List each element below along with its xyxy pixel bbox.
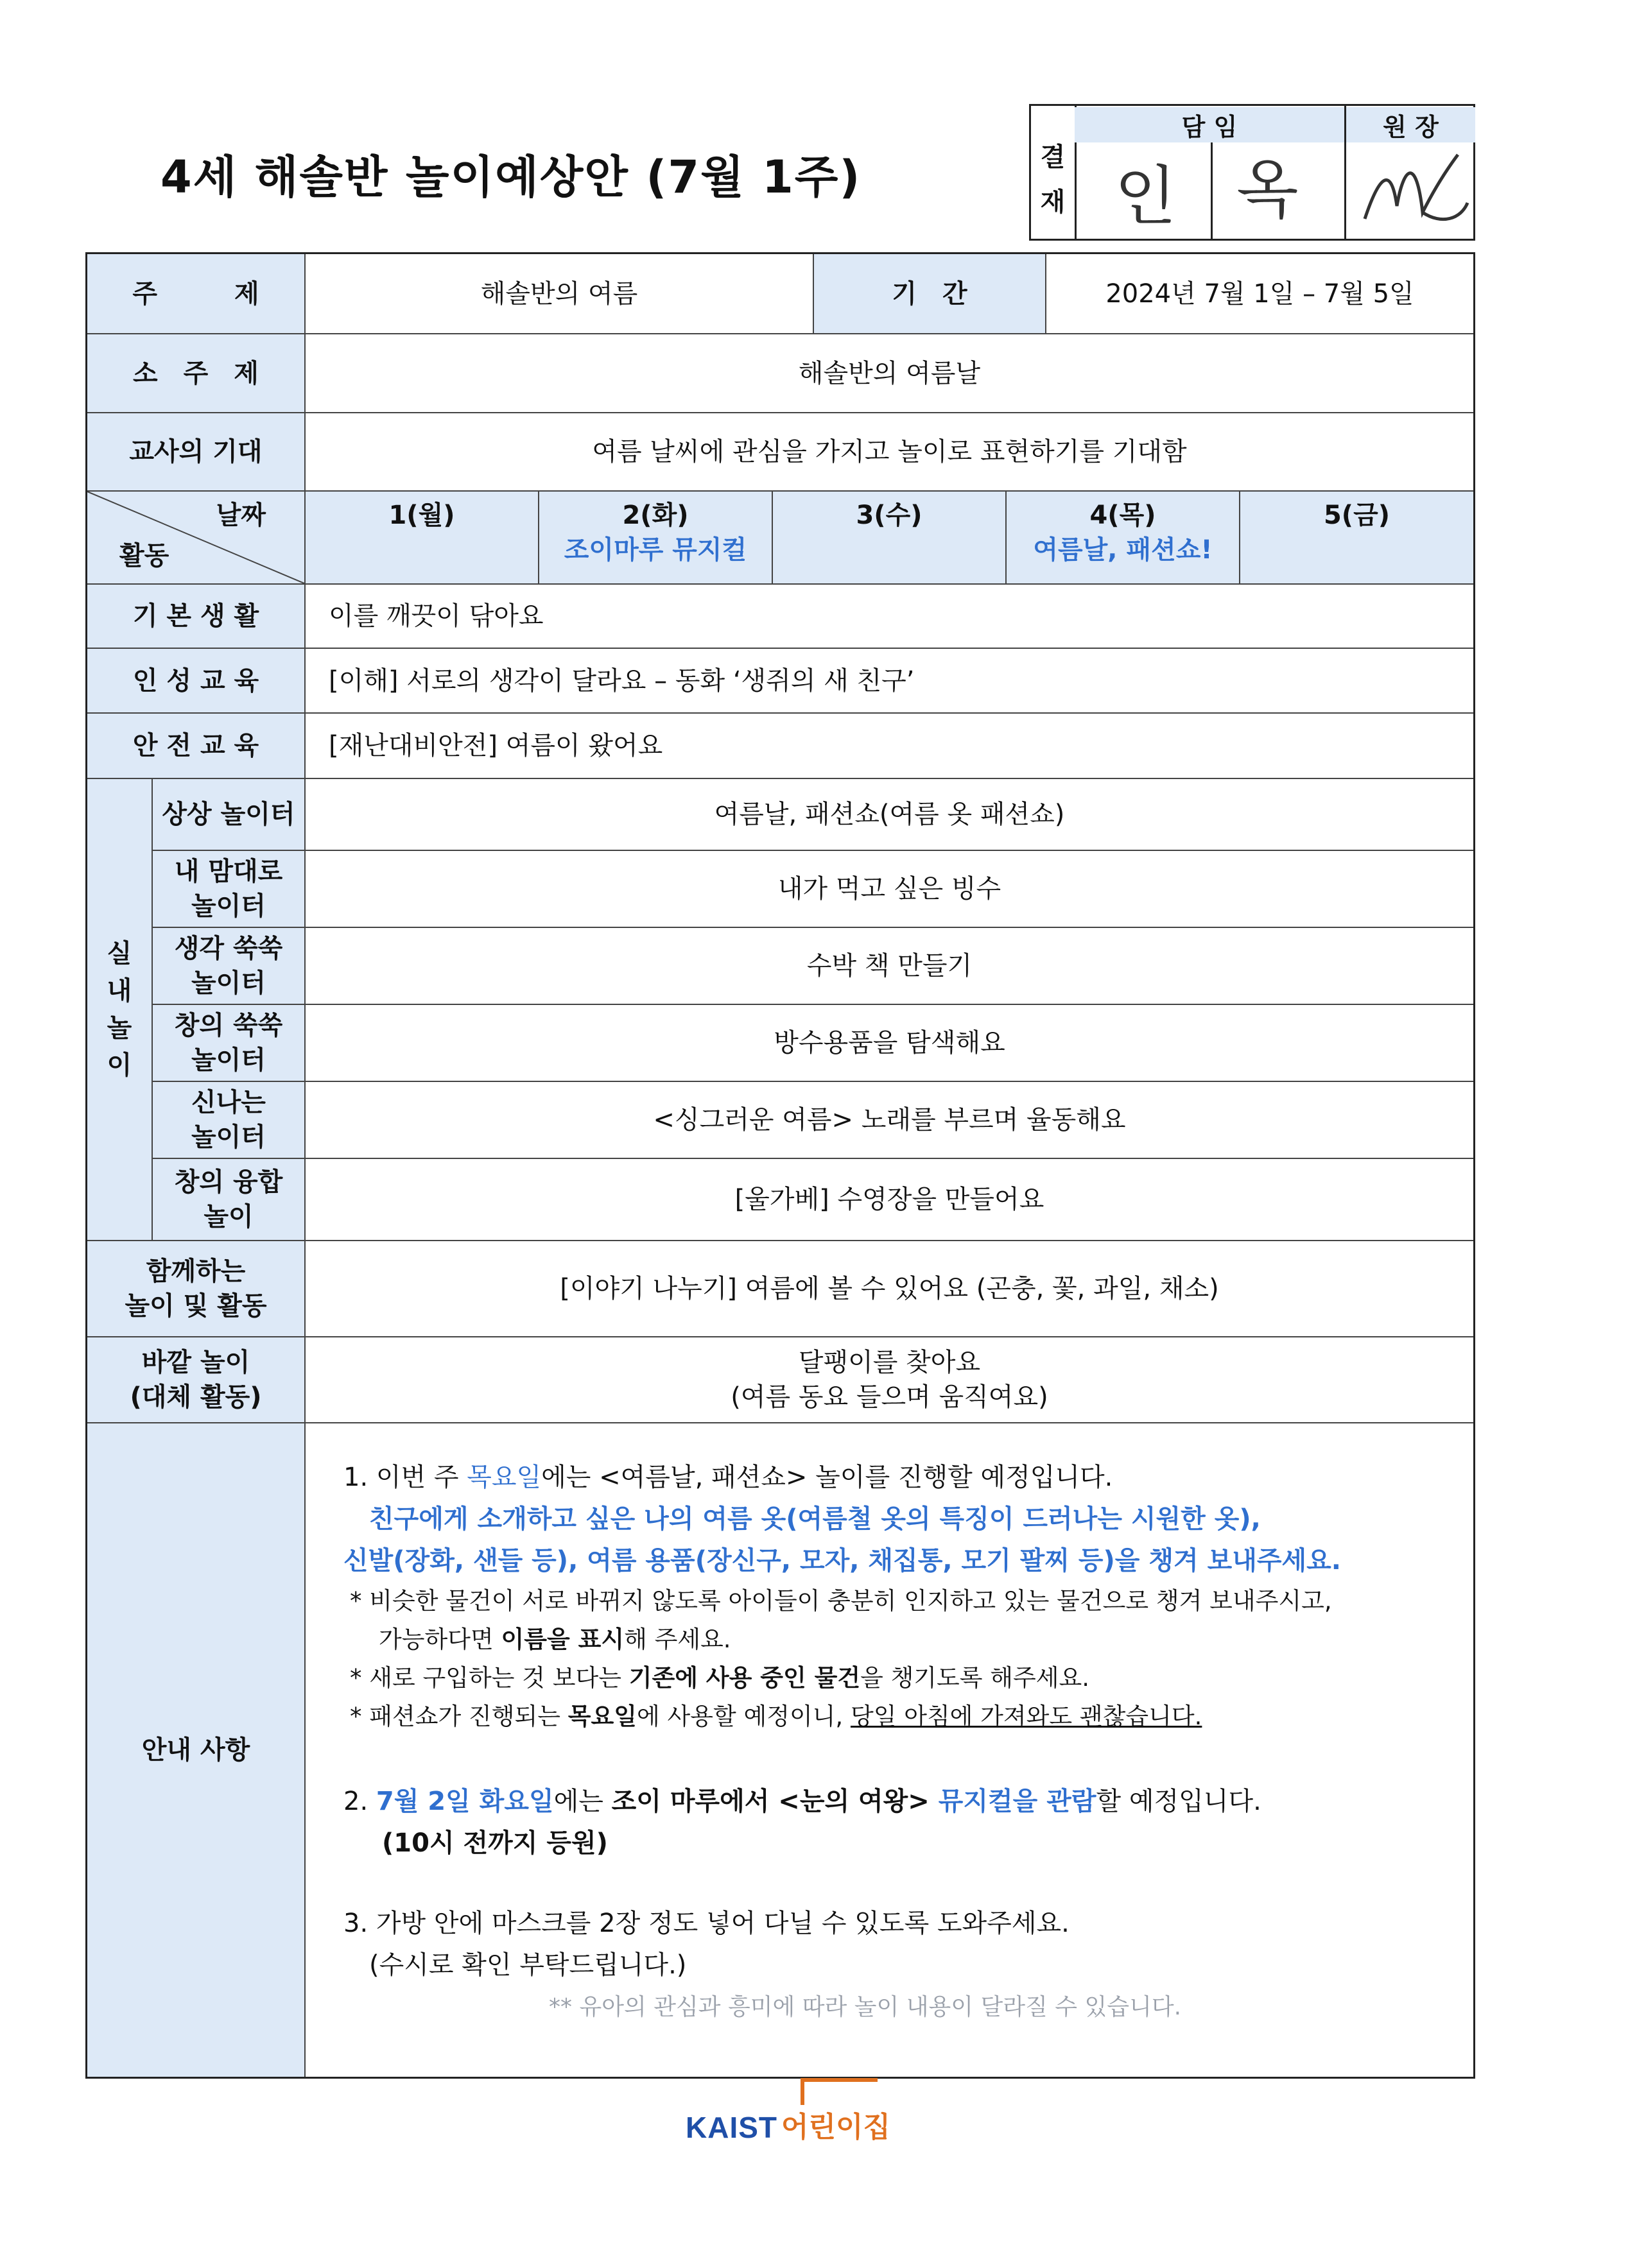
indoor-item-label: 상상 놀이터 — [153, 779, 304, 850]
indoor-item-value: <싱그러운 여름> 노래를 부르며 율동해요 — [653, 1105, 1126, 1135]
expectation-value: 여름 날씨에 관심을 가지고 놀이로 표현하기를 기대함 — [592, 437, 1187, 467]
basic-life-label: 기 본 생 활 — [87, 585, 304, 648]
indoor-item-label: 내 맘대로 놀이터 — [153, 851, 304, 927]
schedule-corner — [87, 492, 304, 583]
approval-box — [1029, 104, 1475, 241]
signature-stamp-2: 옥 — [1236, 152, 1299, 227]
period-label: 기 간 — [814, 254, 1045, 333]
director-signature — [1352, 142, 1474, 238]
basic-life-value: 이를 깨끗이 닦아요 — [329, 601, 544, 631]
approval-homeroom-label: 담 임 — [1075, 107, 1344, 142]
day-tue: 2(화) 조이마루 뮤지컬 — [539, 492, 772, 583]
day-fri: 5(금) — [1240, 492, 1473, 583]
indoor-item-value: 여름날, 패션쇼(여름 옷 패션쇼) — [714, 800, 1065, 829]
notice-content — [343, 1457, 1435, 2028]
together-value: [이야기 나누기] 여름에 볼 수 있어요 (곤충, 꽃, 과일, 채소) — [560, 1274, 1219, 1303]
indoor-item-value: 수박 책 만들기 — [806, 951, 973, 981]
tue-event: 조이마루 뮤지컬 — [564, 535, 747, 565]
indoor-play-group-label: 실 내 놀 이 — [87, 779, 152, 1240]
thu-event: 여름날, 패션쇼! — [1033, 535, 1213, 565]
indoor-item-label: 창의 융합 놀이 — [153, 1159, 304, 1240]
notice-subnote: * 새로 구입하는 것 보다는 기존에 사용 중인 물건을 챙기도록 해주세요. — [350, 1664, 1090, 1692]
safety-edu-value: [재난대비안전] 여름이 왔어요 — [329, 731, 663, 760]
indoor-item-label: 창의 쑥쑥 놀이터 — [153, 1005, 304, 1081]
subtheme-value: 해솔반의 여름날 — [798, 358, 981, 388]
outdoor-label: 바깥 놀이 (대체 활동) — [87, 1337, 304, 1422]
date-label: 날짜 — [216, 501, 266, 530]
document-title: 4세 해솔반 놀이예상안 (7월 1주) — [160, 151, 862, 203]
notice-item-1-detail: 친구에게 소개하고 싶은 나의 여름 옷(여름철 옷의 특징이 드러나는 시원한 옷), — [369, 1504, 1261, 1534]
outdoor-value: 달팽이를 찾아요 (여름 동요 들으며 움직여요) — [731, 1348, 1048, 1412]
approval-side-label: 결 재 — [1040, 142, 1066, 217]
expectation-label: 교사의 기대 — [87, 413, 304, 490]
safety-edu-label: 안 전 교 육 — [87, 714, 304, 778]
day-mon: 1(월) — [306, 492, 538, 583]
notice-subnote: * 비슷한 물건이 서로 바뀌지 않도록 아이들이 충분히 인지하고 있는 물건으로 챙겨 보내주시고, — [350, 1587, 1332, 1615]
kaist-kindergarten-logo: KAIST 어린이집 — [686, 2087, 890, 2145]
notice-footnote: ** 유아의 관심과 흥미에 따라 놀이 내용이 달라질 수 있습니다. — [549, 1994, 1182, 2020]
notice-item-3: 3. 가방 안에 마스크를 2장 정도 넣어 다닐 수 있도록 도와주세요. — [343, 1909, 1070, 1938]
period-value: 2024년 7월 1일 – 7월 5일 — [1105, 279, 1414, 309]
character-edu-label: 인 성 교 육 — [87, 649, 304, 712]
notice-item-1-detail: 신발(장화, 샌들 등), 여름 용품(장신구, 모자, 채집통, 모기 팔찌 등)을 챙겨 보내주세요. — [343, 1546, 1341, 1576]
subtheme-label: 소 주 제 — [87, 334, 304, 412]
notice-item-1: 1. 이번 주 목요일에는 <여름날, 패션쇼> 놀이를 진행할 예정입니다. — [343, 1463, 1113, 1492]
indoor-item-value: [울가베] 수영장을 만들어요 — [734, 1185, 1044, 1214]
notice-item-2: 2. 7월 2일 화요일에는 조이 마루에서 <눈의 여왕> 뮤지컬을 관람할 예정입니다. — [343, 1787, 1261, 1816]
character-edu-value: [이해] 서로의 생각이 달라요 – 동화 ‘생쥐의 새 친구’ — [329, 666, 915, 696]
indoor-item-label: 생각 쑥쑥 놀이터 — [153, 928, 304, 1004]
day-wed: 3(수) — [773, 492, 1005, 583]
notice-subnote: 가능하다면 이름을 표시해 주세요. — [379, 1626, 731, 1653]
together-label: 함께하는 놀이 및 활동 — [87, 1241, 304, 1336]
indoor-item-value: 방수용품을 탐색해요 — [774, 1028, 1005, 1058]
theme-value: 해솔반의 여름 — [480, 279, 638, 309]
indoor-item-value: 내가 먹고 싶은 빙수 — [777, 874, 1001, 904]
indoor-item-label: 신나는 놀이터 — [153, 1082, 304, 1158]
theme-label: 주 제 — [87, 254, 304, 333]
day-thu: 4(목) 여름날, 패션쇼! — [1007, 492, 1239, 583]
notice-label: 안내 사항 — [87, 1423, 304, 2077]
notice-item-3-detail: (수시로 확인 부탁드립니다.) — [369, 1950, 687, 1980]
notice-item-2-detail: (10시 전까지 등원) — [382, 1828, 608, 1858]
activity-label: 활동 — [119, 541, 169, 571]
notice-subnote: * 패션쇼가 진행되는 목요일에 사용할 예정이니, 당일 아침에 가져와도 괜찮습니다. — [350, 1703, 1202, 1730]
signature-stamp-1: 인 — [1114, 159, 1177, 234]
approval-director-label: 원 장 — [1346, 107, 1475, 142]
